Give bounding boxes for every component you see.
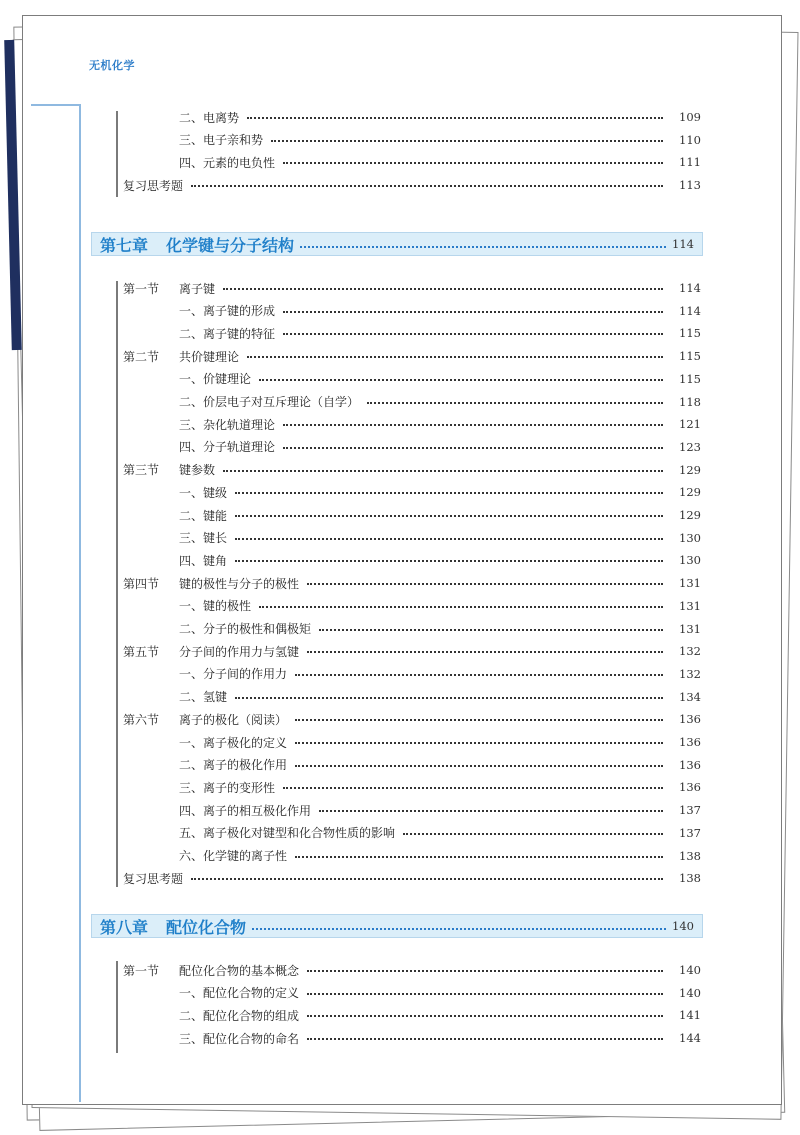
page-number: 132 <box>679 644 701 659</box>
toc-entry[interactable] <box>123 709 701 729</box>
page-number: 144 <box>679 1031 701 1046</box>
toc-group-bar <box>116 281 118 887</box>
entry-title: 离子的极化（阅读） <box>179 712 288 727</box>
dot-leader <box>223 288 663 290</box>
page-number: 140 <box>672 919 694 933</box>
page-number: 115 <box>679 371 701 386</box>
page-number: 130 <box>679 553 701 568</box>
margin-rule <box>79 104 81 120</box>
entry-title: 二、电离势 <box>179 110 240 125</box>
page-number: 141 <box>679 1008 701 1023</box>
dot-leader <box>300 246 666 248</box>
toc-entry[interactable] <box>179 505 701 525</box>
entry-title: 二、分子的极性和偶极矩 <box>179 622 312 636</box>
page-number: 118 <box>679 394 701 409</box>
entry-title: 一、离子键的形成 <box>179 304 276 319</box>
entry-title: 一、分子间的作用力 <box>179 667 288 682</box>
toc-page <box>22 15 782 1105</box>
chapter-label: 第八章 <box>100 917 149 937</box>
section-number: 第五节 <box>123 644 160 659</box>
page-number: 136 <box>679 757 701 772</box>
toc-entry[interactable] <box>179 482 701 502</box>
chapter-heading[interactable] <box>91 914 703 938</box>
dot-leader <box>223 470 663 472</box>
section-number: 第四节 <box>123 576 160 591</box>
dot-leader <box>307 1015 663 1017</box>
toc-entry[interactable] <box>179 732 701 752</box>
page-number: 109 <box>679 110 701 124</box>
toc-entry[interactable] <box>123 641 701 661</box>
dot-leader <box>295 719 663 721</box>
dot-leader <box>283 424 663 426</box>
chapter-name: 配位化合物 <box>166 917 247 937</box>
page-number: 110 <box>679 132 701 147</box>
page-number: 115 <box>679 326 701 341</box>
page-number: 114 <box>679 303 701 318</box>
toc-entry[interactable] <box>179 596 701 616</box>
toc-entry[interactable] <box>123 175 701 195</box>
page-number: 140 <box>679 985 701 1000</box>
entry-title: 键参数 <box>179 463 216 478</box>
entry-title: 一、键的极性 <box>179 599 252 614</box>
page-number: 129 <box>679 508 701 522</box>
entry-title: 二、离子的极化作用 <box>179 758 288 773</box>
entry-title: 三、键长 <box>179 531 228 546</box>
toc-entry[interactable] <box>123 460 701 480</box>
dot-leader <box>307 993 663 995</box>
dot-leader <box>295 765 663 767</box>
toc-entry[interactable] <box>179 777 701 797</box>
page-number: 129 <box>679 485 701 500</box>
entry-title: 四、离子的相互极化作用 <box>179 803 312 818</box>
entry-title: 分子间的作用力与氢键 <box>179 644 300 659</box>
section-number: 第六节 <box>123 712 160 727</box>
entry-title: 一、键级 <box>179 485 228 500</box>
page-number: 131 <box>679 576 701 591</box>
toc-entry[interactable] <box>123 278 701 298</box>
toc-entry[interactable] <box>179 846 701 866</box>
toc-entry[interactable] <box>179 1005 701 1025</box>
page-number: 138 <box>679 848 701 863</box>
page-number: 121 <box>679 417 701 432</box>
dot-leader <box>319 810 663 812</box>
section-number: 第一节 <box>123 963 160 978</box>
page-number: 138 <box>679 871 701 886</box>
entry-title: 配位化合物的基本概念 <box>179 963 300 978</box>
margin-rule <box>79 120 81 1102</box>
entry-title: 一、价键理论 <box>179 372 252 387</box>
toc-entry[interactable] <box>179 687 701 707</box>
dot-leader <box>307 970 663 972</box>
toc-entry[interactable] <box>179 414 701 434</box>
section-number: 第三节 <box>123 463 160 478</box>
entry-title: 一、配位化合物的定义 <box>179 986 300 1001</box>
entry-title: 一、离子极化的定义 <box>179 735 288 750</box>
toc-entry[interactable] <box>123 346 701 366</box>
dot-leader <box>259 379 663 381</box>
toc-entry[interactable] <box>179 323 701 343</box>
entry-title: 六、化学键的离子性 <box>179 849 288 863</box>
entry-title: 共价键理论 <box>179 349 240 364</box>
dot-leader <box>307 583 663 585</box>
section-number: 第二节 <box>123 349 160 364</box>
dot-leader <box>295 856 663 858</box>
dot-leader <box>271 140 663 142</box>
page-number: 134 <box>679 689 701 704</box>
page-number: 132 <box>679 666 701 681</box>
toc-entry[interactable] <box>179 823 701 843</box>
page-number: 131 <box>679 598 701 613</box>
entry-title: 三、电子亲和势 <box>179 133 264 148</box>
toc-entry[interactable] <box>179 130 701 150</box>
toc-entry[interactable] <box>179 392 701 412</box>
page-number: 115 <box>679 349 701 364</box>
dot-leader <box>283 447 663 449</box>
toc-entry[interactable] <box>123 868 701 888</box>
toc-entry[interactable] <box>179 983 701 1003</box>
entry-title: 四、分子轨道理论 <box>179 440 276 455</box>
entry-title: 三、杂化轨道理论 <box>179 417 276 432</box>
dot-leader <box>283 311 663 313</box>
toc-entry[interactable] <box>179 619 701 639</box>
entry-title: 四、键角 <box>179 553 228 568</box>
entry-title: 三、离子的变形性 <box>179 780 276 795</box>
dot-leader <box>295 742 663 744</box>
dot-leader <box>283 162 663 164</box>
dot-leader <box>235 560 663 562</box>
page-number: 137 <box>679 825 701 840</box>
entry-title: 二、离子键的特征 <box>179 326 276 341</box>
page-number: 131 <box>679 621 701 636</box>
dot-leader <box>307 1038 663 1040</box>
entry-title: 离子键 <box>179 281 216 296</box>
page-number: 130 <box>679 530 701 545</box>
dot-leader <box>259 606 663 608</box>
toc-entry[interactable] <box>179 437 701 457</box>
toc-entry[interactable] <box>179 152 701 172</box>
dot-leader <box>235 697 663 699</box>
entry-title: 二、氢键 <box>179 690 228 705</box>
dot-leader <box>367 402 663 404</box>
toc-entry[interactable] <box>179 664 701 684</box>
entry-title: 四、元素的电负性 <box>179 155 276 170</box>
page-number: 111 <box>679 155 701 170</box>
dot-leader <box>235 538 663 540</box>
page-number: 113 <box>679 178 701 193</box>
entry-title: 二、配位化合物的组成 <box>179 1008 300 1023</box>
page-number: 137 <box>679 803 701 818</box>
dot-leader <box>307 651 663 653</box>
entry-title: 键的极性与分子的极性 <box>179 576 300 591</box>
entry-title: 二、价层电子对互斥理论（自学） <box>179 395 360 409</box>
dot-leader <box>295 674 663 676</box>
dot-leader <box>235 492 663 494</box>
dot-leader <box>247 356 663 358</box>
entry-title: 三、配位化合物的命名 <box>179 1031 300 1046</box>
dot-leader <box>319 629 663 631</box>
entry-title: 五、离子极化对键型和化合物性质的影响 <box>179 826 396 841</box>
page-number: 129 <box>679 462 701 477</box>
page-number: 114 <box>679 281 701 295</box>
toc-group-bar <box>116 961 118 1053</box>
margin-rule <box>31 104 81 106</box>
dot-leader <box>252 928 666 930</box>
page-number: 123 <box>679 439 701 454</box>
toc-entry[interactable] <box>179 301 701 321</box>
toc-entry[interactable] <box>179 528 701 548</box>
toc-entry[interactable] <box>123 960 701 980</box>
entry-title: 复习思考题 <box>123 871 184 886</box>
chapter-label: 第七章 <box>100 235 149 255</box>
chapter-name: 化学键与分子结构 <box>166 235 295 255</box>
dot-leader <box>283 787 663 789</box>
dot-leader <box>191 185 663 187</box>
dot-leader <box>403 833 663 835</box>
page-number: 140 <box>679 963 701 977</box>
toc-entry[interactable] <box>179 107 701 127</box>
toc-entry[interactable] <box>123 573 701 593</box>
entry-title: 二、键能 <box>179 508 228 523</box>
chapter-heading[interactable] <box>91 232 703 256</box>
page-number: 136 <box>679 712 701 727</box>
toc-entry[interactable] <box>179 1028 701 1048</box>
toc-entry[interactable] <box>179 755 701 775</box>
page-number: 114 <box>672 237 694 251</box>
dot-leader <box>235 515 663 517</box>
running-header: 无机化学 <box>89 59 135 72</box>
dot-leader <box>191 878 663 880</box>
page-number: 136 <box>679 780 701 795</box>
dot-leader <box>247 117 663 119</box>
toc-group-bar <box>116 111 118 197</box>
toc-entry[interactable] <box>179 550 701 570</box>
entry-title: 复习思考题 <box>123 178 184 193</box>
toc-entry[interactable] <box>179 800 701 820</box>
toc-entry[interactable] <box>179 369 701 389</box>
section-number: 第一节 <box>123 281 160 296</box>
dot-leader <box>283 333 663 335</box>
page-number: 136 <box>679 735 701 749</box>
